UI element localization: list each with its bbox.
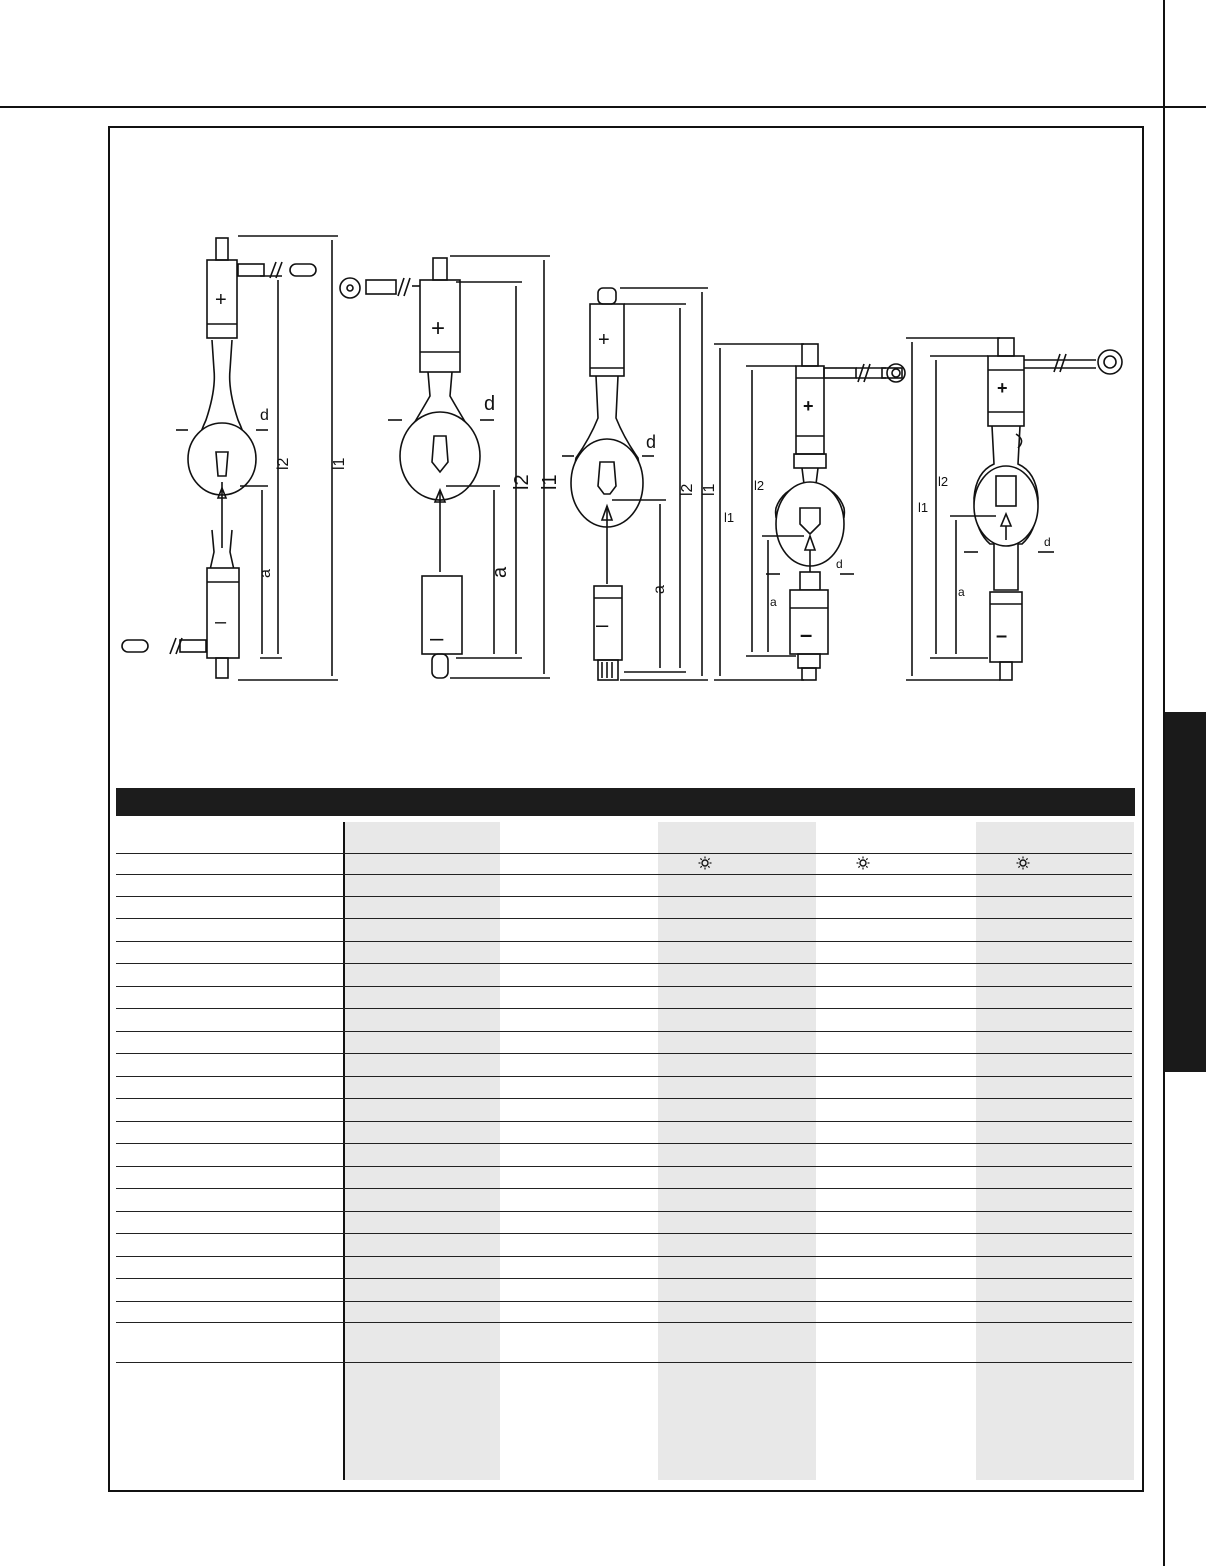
lamp-diagrams: [110, 200, 1142, 720]
svg-text:a: a: [651, 585, 668, 594]
table-row: [116, 1076, 1132, 1077]
svg-text:–: –: [996, 625, 1008, 647]
svg-text:+: +: [215, 289, 227, 311]
table-row: [116, 1098, 1132, 1099]
page-top-rule: [0, 106, 1206, 108]
svg-text:l1: l1: [918, 500, 929, 515]
sun-icon: [856, 856, 870, 870]
svg-text:–: –: [215, 611, 227, 633]
svg-text:l2: l2: [754, 478, 765, 493]
svg-text:a: a: [489, 566, 511, 578]
table-row: [116, 874, 1132, 875]
svg-text:d: d: [484, 393, 496, 415]
table-row: [116, 1166, 1132, 1167]
svg-text:+: +: [997, 378, 1008, 398]
table-row: [116, 1322, 1132, 1323]
lamp-drawing-5: [906, 338, 1122, 680]
table-row: [116, 1031, 1132, 1032]
sun-icon: [1016, 856, 1030, 870]
table-row: [116, 1143, 1132, 1144]
svg-text:l2: l2: [511, 474, 533, 490]
svg-text:+: +: [803, 396, 814, 416]
svg-text:–: –: [430, 625, 444, 652]
table-row: [116, 1362, 1132, 1363]
table-row: [116, 1256, 1132, 1257]
svg-text:l2: l2: [679, 483, 696, 496]
table-row: [116, 918, 1132, 919]
svg-text:–: –: [800, 622, 813, 647]
svg-text:d: d: [260, 407, 269, 424]
svg-text:a: a: [257, 569, 274, 578]
svg-text:a: a: [958, 585, 965, 599]
svg-text:d: d: [1044, 535, 1051, 549]
svg-text:l2: l2: [275, 457, 292, 470]
table-label-divider: [343, 822, 345, 1480]
table-row: [116, 1211, 1132, 1212]
svg-text:l1: l1: [724, 510, 735, 525]
lamp-drawing-1: [122, 236, 338, 680]
table-row: [116, 941, 1132, 942]
svg-text:d: d: [836, 557, 843, 571]
table-column-4: [658, 822, 816, 1480]
table-row: [116, 853, 1132, 854]
table-row: [116, 1188, 1132, 1189]
table-row: [116, 1053, 1132, 1054]
table-header-bar: [116, 788, 1135, 816]
svg-text:d: d: [646, 432, 657, 452]
table-row: [116, 986, 1132, 987]
svg-text:l1: l1: [539, 474, 561, 490]
table-column-6: [976, 822, 1134, 1480]
table-row: [116, 1301, 1132, 1302]
svg-text:l2: l2: [938, 474, 949, 489]
svg-text:–: –: [596, 612, 609, 637]
svg-text:l1: l1: [701, 483, 718, 496]
spec-table: [116, 822, 1135, 1482]
svg-text:+: +: [598, 329, 610, 351]
table-row: [116, 896, 1132, 897]
svg-text:l1: l1: [331, 457, 348, 470]
table-row: [116, 1233, 1132, 1234]
section-tab: [1165, 712, 1206, 1072]
sun-icon: [698, 856, 712, 870]
table-row: [116, 963, 1132, 964]
table-row: [116, 1008, 1132, 1009]
table-row: [116, 1278, 1132, 1279]
table-column-2: [345, 822, 500, 1480]
table-row: [116, 1121, 1132, 1122]
svg-text:a: a: [770, 595, 777, 609]
svg-text:+: +: [431, 315, 446, 342]
